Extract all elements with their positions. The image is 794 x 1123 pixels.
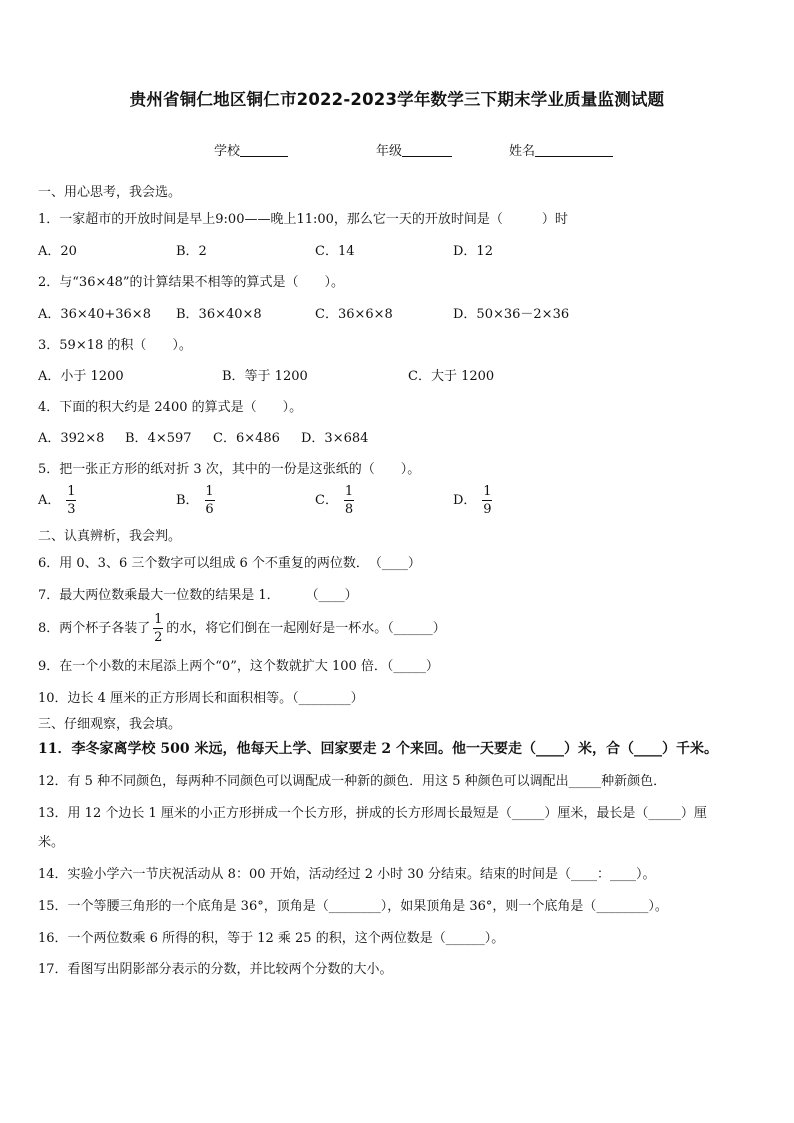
q4-option-a[interactable]: A．392×8 [38, 431, 105, 446]
school-label: 学校 [214, 144, 241, 159]
question-14: 14．实验小学六一节庆祝活动从 8：00 开始，活动经过 2 小时 30 分结束。结束的时间是（____：____）。 [38, 867, 656, 882]
denominator: 2 [154, 630, 163, 645]
denominator: 8 [344, 502, 354, 517]
question-12: 12．有 5 种不同颜色，每两种不同颜色可以调配成一种新的颜色．用这 5 种颜色可以调配出_____种新颜色． [38, 774, 667, 789]
question-1: 1．一家超市的开放时间是早上9:00——晚上11:00，那么它一天的开放时间是（ ）时 [38, 212, 568, 227]
q8-text-after: 的水，将它们倒在一起刚好是一杯水。（______） [166, 621, 446, 636]
question-15: 15．一个等腰三角形的一个底角是 36°，顶角是（________），如果顶角是 36°，则一个底角是（________）。 [38, 899, 668, 914]
section-heading-1: 一、用心思考，我会选。 [38, 185, 182, 200]
question-16: 16．一个两位数乘 6 所得的积，等于 12 乘 25 的积，这个两位数是（______）。 [38, 931, 505, 946]
question-9: 9．在一个小数的末尾添上两个“0”，这个数就扩大 100 倍．（_____） [38, 659, 439, 674]
fraction [482, 484, 492, 517]
q2-option-d[interactable]: D．50×36－2×36 [453, 307, 570, 322]
q5-option-a[interactable] [38, 484, 76, 517]
q5-option-c[interactable] [315, 484, 354, 517]
numerator: 1 [67, 484, 76, 499]
fraction [66, 484, 76, 517]
question-10: 10．边长 4 厘米的正方形周长和面积相等。（________） [38, 691, 364, 706]
name-blank[interactable] [535, 143, 613, 157]
section-heading-3: 三、仔细观察，我会填。 [38, 717, 182, 732]
numerator: 1 [483, 484, 492, 499]
q3-option-a[interactable]: A．小于 1200 [38, 369, 124, 384]
q5-option-a-label: A． [38, 493, 61, 508]
fraction [205, 484, 215, 517]
q4-option-d[interactable]: D．3×684 [301, 431, 369, 446]
q2-option-c[interactable]: C．36×6×8 [315, 307, 393, 322]
question-8 [38, 612, 446, 645]
school-blank[interactable] [240, 143, 288, 157]
question-5: 5．把一张正方形的纸对折 3 次，其中的一份是这张纸的（ ）。 [38, 462, 421, 477]
question-7: 7．最大两位数乘最大一位数的结果是 1． （____） [38, 588, 358, 603]
question-11: 11．李冬家离学校 500 米远，他每天上学、回家要走 2 个来回。他一天要走（____）米，合（____）千米。 [38, 741, 718, 757]
numerator: 1 [344, 484, 354, 499]
question-13: 13．用 12 个边长 1 厘米的小正方形拼成一个长方形，拼成的长方形周长最短是（_____）厘米，最长是（_____）厘 [38, 806, 707, 821]
question-17: 17．看图写出阴影部分表示的分数，并比较两个分数的大小。 [38, 962, 393, 977]
q2-option-b[interactable]: B．36×40×8 [176, 307, 262, 322]
q5-option-b[interactable] [176, 484, 215, 517]
q5-option-c-label: C． [315, 493, 338, 508]
q5-option-d[interactable] [453, 484, 492, 517]
question-6: 6．用 0、3、6 三个数字可以组成 6 个不重复的两位数． （____） [38, 556, 421, 571]
grade-blank[interactable] [402, 143, 452, 157]
grade-label: 年级 [376, 144, 403, 159]
denominator: 3 [67, 502, 76, 517]
name-field [509, 140, 613, 159]
name-label: 姓名 [509, 144, 536, 159]
q5-option-b-label: B． [176, 493, 199, 508]
question-13-continued: 米。 [38, 835, 65, 850]
denominator: 6 [205, 502, 214, 517]
q1-option-b[interactable]: B．2 [176, 244, 207, 259]
numerator: 1 [205, 484, 214, 499]
q8-text-before: 8．两个杯子各装了 [38, 621, 151, 636]
question-3: 3．59×18 的积（ ）。 [38, 338, 192, 353]
denominator: 9 [483, 502, 492, 517]
q3-option-b[interactable]: B．等于 1200 [222, 369, 308, 384]
q1-option-c[interactable]: C．14 [315, 244, 355, 259]
q3-option-c[interactable]: C．大于 1200 [408, 369, 495, 384]
question-4: 4．下面的积大约是 2400 的算式是（ ）。 [38, 400, 303, 415]
page-title: 贵州省铜仁地区铜仁市2022-2023学年数学三下期末学业质量监测试题 [129, 90, 665, 109]
q2-option-a[interactable]: A．36×40+36×8 [38, 307, 151, 322]
school-field [214, 140, 288, 159]
grade-field [376, 140, 452, 159]
numerator: 1 [154, 612, 163, 627]
q5-option-d-label: D． [453, 493, 477, 508]
q1-option-a[interactable]: A．20 [38, 244, 77, 259]
fraction [344, 484, 354, 517]
fraction [153, 612, 163, 645]
question-2: 2．与“36×48”的计算结果不相等的算式是（ ）。 [38, 275, 345, 290]
q1-option-d[interactable]: D．12 [453, 244, 493, 259]
q4-option-b[interactable]: B．4×597 [125, 431, 192, 446]
section-heading-2: 二、认真辨析，我会判。 [38, 529, 182, 544]
q4-option-c[interactable]: C．6×486 [213, 431, 280, 446]
